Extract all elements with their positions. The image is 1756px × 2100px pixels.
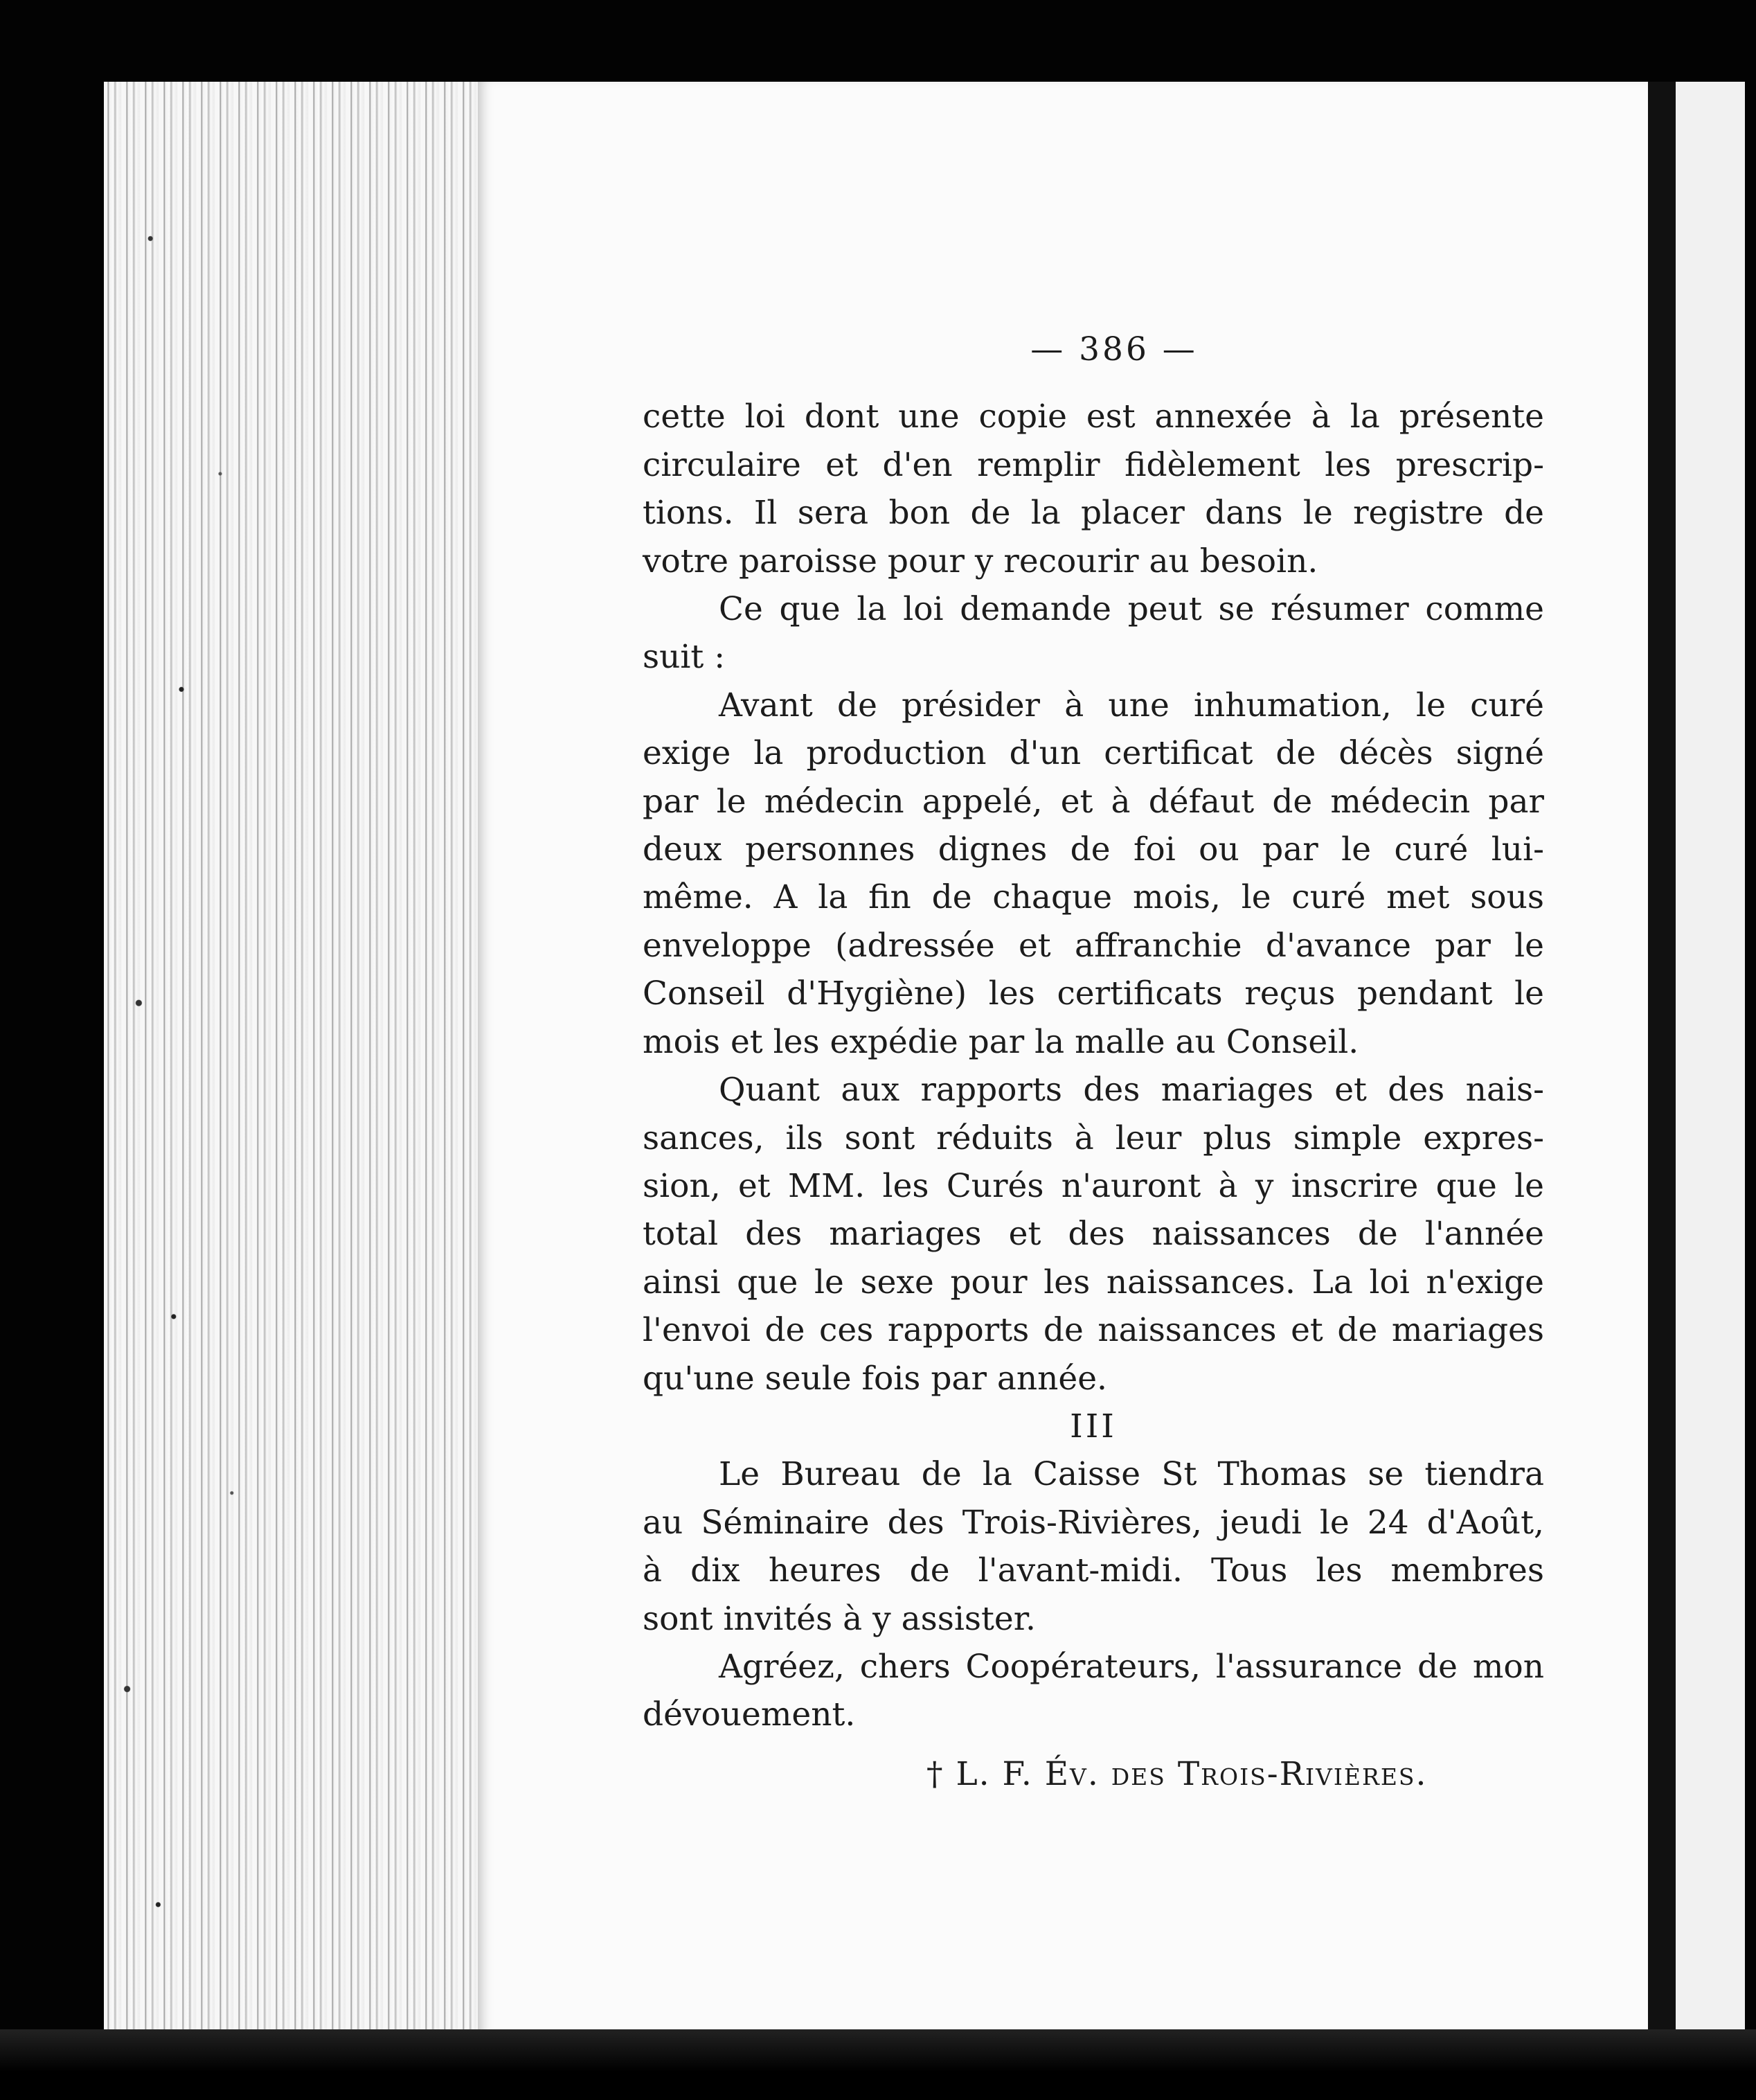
- text-line: par le médecin appelé, et à défaut de médecin par: [643, 782, 1544, 821]
- text-line: Ce que la loi demande peut se résumer comme: [719, 590, 1544, 629]
- left-page-edge: [104, 82, 492, 2042]
- text-line: dévouement.: [643, 1696, 856, 1734]
- text-line: au Séminaire des Trois-Rivières, jeudi le 24 d'Août,: [643, 1503, 1544, 1542]
- paragraph-4: [643, 1066, 1544, 1403]
- text-line: Conseil d'Hygiène) les certificats reçus pendant le: [643, 975, 1544, 1013]
- paragraph-3: [643, 682, 1544, 1066]
- text-line: votre paroisse pour y recourir au besoin.: [643, 542, 1318, 580]
- paragraph-1: [643, 393, 1544, 585]
- text-line: sion, et MM. les Curés n'auront à y inscrire que le: [643, 1166, 1544, 1205]
- text-line: tions. Il sera bon de la placer dans le registre de: [643, 494, 1544, 533]
- text-line: sances, ils sont réduits à leur plus simple expres-: [643, 1119, 1544, 1157]
- paragraph-6: [643, 1643, 1544, 1739]
- next-page-edge: [1676, 82, 1745, 2042]
- text-line: l'envoi de ces rapports de naissances et de mariages: [643, 1311, 1544, 1350]
- text-line: qu'une seule fois par année.: [643, 1359, 1107, 1398]
- scan-bottom-shadow: [0, 2029, 1756, 2100]
- text-line: même. A la fin de chaque mois, le curé met sous: [643, 878, 1544, 917]
- page-gutter: [1648, 82, 1676, 2042]
- paragraph-5: [643, 1450, 1544, 1643]
- text-line: Avant de présider à une inhumation, le curé: [719, 686, 1544, 724]
- text-line: sont invités à y assister.: [643, 1599, 1036, 1638]
- text-line: cette loi dont une copie est annexée à la présente: [643, 398, 1544, 436]
- text-line: circulaire et d'en remplir fidèlement les prescrip-: [643, 445, 1544, 484]
- text-line: à dix heures de l'avant-midi. Tous les membres: [643, 1551, 1544, 1590]
- page-text: [643, 326, 1544, 1798]
- text-line: suit :: [643, 638, 726, 677]
- text-line: Le Bureau de la Caisse St Thomas se tiendra: [719, 1455, 1544, 1494]
- section-heading: III: [1070, 1407, 1117, 1445]
- text-line: Agréez, chers Coopérateurs, l'assurance de mon: [719, 1647, 1544, 1686]
- text-line: deux personnes dignes de foi ou par le curé lui-: [643, 830, 1544, 869]
- text-line: total des mariages et des naissances de l'année: [643, 1215, 1544, 1254]
- page-number: — 386 —: [1030, 330, 1198, 368]
- text-line: enveloppe (adressée et affranchie d'avance par le: [643, 926, 1544, 965]
- text-line: Quant aux rapports des mariages et des nais-: [719, 1071, 1544, 1110]
- paragraph-2: [643, 585, 1544, 682]
- text-line: ainsi que le sexe pour les naissances. La loi n'exige: [643, 1263, 1544, 1301]
- text-line: exige la production d'un certificat de décès signé: [643, 734, 1544, 773]
- text-line: mois et les expédie par la malle au Conseil.: [643, 1022, 1359, 1061]
- signature: † L. F. Év. des Trois-Rivières.: [926, 1754, 1428, 1793]
